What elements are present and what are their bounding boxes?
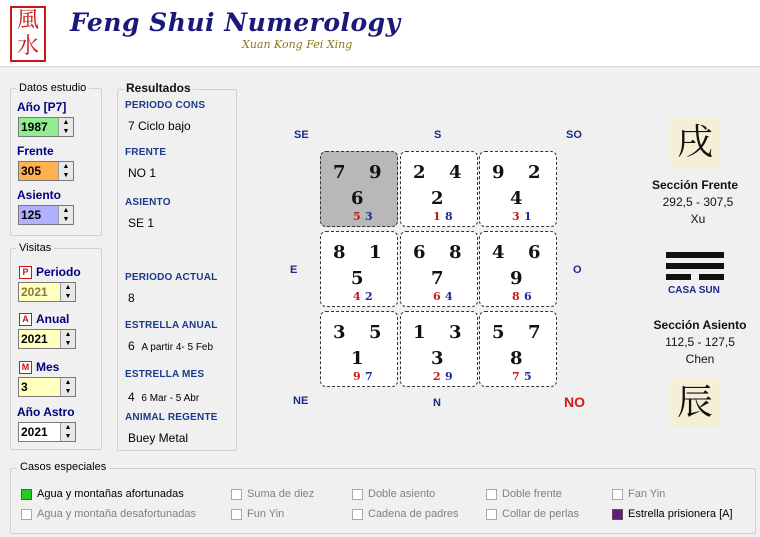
- spin-up-icon[interactable]: ▲: [64, 424, 72, 431]
- caso-label: Doble asiento: [368, 488, 436, 500]
- mes-spinner[interactable]: [18, 377, 76, 397]
- caso-label: Collar de perlas: [502, 508, 580, 520]
- dir-so: SO: [566, 129, 582, 141]
- asiento-spinner[interactable]: [18, 205, 74, 225]
- annual-star: 9: [353, 370, 361, 383]
- anual-value: 2021: [21, 332, 48, 346]
- caso-checkbox[interactable]: [352, 488, 435, 500]
- caso-checkbox[interactable]: [612, 508, 733, 520]
- annual-star: 5: [353, 210, 361, 223]
- frente-result: NO 1: [128, 166, 157, 180]
- app-header: [0, 0, 760, 67]
- monthly-star: 2: [365, 290, 373, 303]
- logo-char-1: 風: [16, 8, 39, 33]
- dir-no-facing: NO: [564, 394, 585, 410]
- asiento-section-title: Sección Asiento: [653, 318, 747, 332]
- ano-spinner[interactable]: [18, 117, 74, 137]
- casos-especiales-group: [10, 468, 756, 534]
- mountain-star: 6: [413, 242, 426, 263]
- monthly-star: 1: [524, 210, 532, 223]
- casos-especiales-title: Casos especiales: [17, 461, 109, 473]
- trigram-label: CASA SUN: [668, 285, 720, 296]
- palace-cell: [320, 311, 398, 387]
- asiento-section-glyph: 辰: [670, 378, 720, 428]
- ano-value: 1987: [21, 120, 48, 134]
- periodo-spinner[interactable]: [18, 282, 76, 302]
- monthly-star: 7: [365, 370, 373, 383]
- caso-checkbox[interactable]: [21, 488, 184, 500]
- caso-label: Suma de diez: [247, 488, 315, 500]
- frente-section-name: Xu: [690, 212, 706, 226]
- periodo-spin-buttons[interactable]: [60, 283, 75, 301]
- spin-up-icon[interactable]: ▲: [62, 207, 70, 214]
- animal-heading: ANIMAL REGENTE: [125, 412, 218, 423]
- base-star: 8: [510, 348, 523, 369]
- mes-value: 3: [21, 380, 28, 394]
- asiento-value: 125: [21, 208, 42, 222]
- checkbox-empty-icon[interactable]: [486, 509, 497, 520]
- dir-o: O: [573, 264, 582, 276]
- caso-checkbox[interactable]: [486, 488, 562, 500]
- base-star: 2: [431, 188, 444, 209]
- base-star: 4: [510, 188, 523, 209]
- estrella-mes-value: [128, 390, 199, 404]
- mountain-star: 5: [492, 322, 505, 343]
- spin-down-icon[interactable]: ▼: [62, 128, 70, 135]
- caso-checkbox[interactable]: [231, 488, 314, 500]
- caso-label: Fan Yin: [628, 488, 666, 500]
- checkbox-empty-icon[interactable]: [486, 489, 497, 500]
- asiento-heading: ASIENTO: [125, 197, 171, 208]
- caso-label: Estrella prisionera [A]: [628, 508, 733, 520]
- dir-e: E: [290, 264, 298, 276]
- caso-checkbox[interactable]: [352, 508, 459, 520]
- app-subtitle: Xuan Kong Fei Xing: [242, 38, 353, 51]
- water-star: 6: [528, 242, 541, 263]
- spin-up-icon[interactable]: ▲: [62, 163, 70, 170]
- frente-section-title: Sección Frente: [651, 178, 739, 192]
- annual-star: 7: [512, 370, 520, 383]
- palace-cell: [400, 311, 478, 387]
- datos-estudio-title: Datos estudio: [16, 82, 89, 94]
- water-star: 9: [369, 162, 382, 183]
- mountain-star: 9: [492, 162, 505, 183]
- estrella-anual-number: 6: [128, 339, 135, 353]
- frente-section-range: 292,5 - 307,5: [662, 195, 734, 209]
- ano-label: Año [P7]: [17, 100, 67, 114]
- spin-up-icon[interactable]: ▲: [64, 379, 72, 386]
- estrella-mes-heading: ESTRELLA MES: [125, 369, 205, 380]
- dir-se: SE: [294, 129, 309, 141]
- periodo-cons-heading: PERIODO CONS: [125, 100, 206, 111]
- ano-astro-label: Año Astro: [17, 405, 75, 419]
- annual-star: 2: [433, 370, 441, 383]
- monthly-star: 6: [524, 290, 532, 303]
- logo-char-2: 水: [16, 34, 39, 59]
- caso-checkbox[interactable]: [612, 488, 665, 500]
- mountain-star: 3: [333, 322, 346, 343]
- mountain-star: 2: [413, 162, 426, 183]
- caso-checkbox[interactable]: [231, 508, 284, 520]
- periodo-actual-heading: PERIODO ACTUAL: [125, 272, 218, 283]
- caso-label: Agua y montaña desafortunadas: [37, 508, 197, 520]
- resultados-title: Resultados: [126, 81, 191, 95]
- ano-astro-spin-buttons[interactable]: [60, 423, 75, 441]
- frente-section-glyph: 戌: [670, 118, 720, 168]
- palace-cell: [400, 151, 478, 227]
- periodo-value: 2021: [21, 285, 48, 299]
- asiento-section-range: 112,5 - 127,5: [665, 335, 735, 349]
- caso-checkbox[interactable]: [21, 508, 196, 520]
- periodo-cons-value: 7 Ciclo bajo: [128, 119, 191, 133]
- app-title: Feng Shui Numerology: [70, 8, 401, 37]
- annual-star: 6: [433, 290, 441, 303]
- estrella-anual-value: [128, 339, 213, 353]
- water-star: 4: [449, 162, 462, 183]
- asiento-label: Asiento: [17, 188, 62, 202]
- annual-star: 3: [512, 210, 520, 223]
- annual-star: 8: [512, 290, 520, 303]
- trigram-sun-icon: [666, 252, 724, 282]
- spin-down-icon[interactable]: ▼: [64, 340, 72, 347]
- dir-s: S: [434, 129, 442, 141]
- palace-cell: [479, 311, 557, 387]
- spin-up-icon[interactable]: ▲: [64, 284, 72, 291]
- estrella-mes-note: 6 Mar - 5 Abr: [141, 393, 200, 404]
- monthly-star: 5: [524, 370, 532, 383]
- dir-ne: NE: [293, 395, 309, 407]
- ano-astro-value: 2021: [21, 425, 48, 439]
- checkbox-empty-icon[interactable]: [231, 489, 242, 500]
- water-star: 1: [369, 242, 382, 263]
- spin-down-icon[interactable]: ▼: [64, 388, 72, 395]
- spin-down-icon[interactable]: ▼: [62, 172, 70, 179]
- palace-cell: [320, 151, 398, 227]
- mountain-star: 1: [413, 322, 426, 343]
- palace-cell: [320, 231, 398, 307]
- mes-spin-buttons[interactable]: [60, 378, 75, 396]
- asiento-section-name: Chen: [685, 352, 715, 366]
- spin-down-icon[interactable]: ▼: [64, 293, 72, 300]
- spin-up-icon[interactable]: ▲: [64, 331, 72, 338]
- checkbox-checked-icon[interactable]: [21, 489, 32, 500]
- anual-spin-buttons[interactable]: [60, 330, 75, 348]
- annual-star: 1: [433, 210, 441, 223]
- estrella-anual-heading: ESTRELLA ANUAL: [125, 320, 218, 331]
- water-star: 2: [528, 162, 541, 183]
- monthly-star: 4: [445, 290, 453, 303]
- base-star: 9: [510, 268, 523, 289]
- estrella-mes-number: 4: [128, 390, 135, 404]
- monthly-star: 8: [445, 210, 453, 223]
- water-star: 3: [449, 322, 462, 343]
- visitas-title: Visitas: [16, 242, 54, 254]
- water-star: 5: [369, 322, 382, 343]
- periodo-actual-value: 8: [128, 291, 135, 305]
- ano-spin-buttons[interactable]: [58, 118, 73, 136]
- mountain-star: 7: [333, 162, 346, 183]
- checkbox-empty-icon[interactable]: [231, 509, 242, 520]
- base-star: 1: [351, 348, 364, 369]
- base-star: 3: [431, 348, 444, 369]
- annual-star: 4: [353, 290, 361, 303]
- asiento-spin-buttons[interactable]: [58, 206, 73, 224]
- water-star: 8: [449, 242, 462, 263]
- periodo-label: Periodo: [36, 265, 81, 279]
- checkbox-empty-icon[interactable]: [21, 509, 32, 520]
- asiento-result: SE 1: [128, 216, 155, 230]
- water-star: 7: [528, 322, 541, 343]
- frente-heading: FRENTE: [125, 147, 167, 158]
- palace-cell: [479, 151, 557, 227]
- base-star: 6: [351, 188, 364, 209]
- periodo-icon: P: [19, 266, 32, 279]
- base-star: 7: [431, 268, 444, 289]
- mes-icon: M: [19, 361, 32, 374]
- estrella-anual-note: A partir 4- 5 Feb: [141, 342, 214, 353]
- frente-value: 305: [21, 164, 42, 178]
- caso-label: Cadena de padres: [368, 508, 459, 520]
- monthly-star: 3: [365, 210, 373, 223]
- checkbox-empty-icon[interactable]: [612, 489, 623, 500]
- monthly-star: 9: [445, 370, 453, 383]
- animal-value: Buey Metal: [128, 431, 189, 445]
- checkbox-checked-icon[interactable]: [612, 509, 623, 520]
- palace-cell: [400, 231, 478, 307]
- spin-down-icon[interactable]: ▼: [62, 216, 70, 223]
- dir-n: N: [433, 397, 441, 409]
- caso-label: Agua y montañas afortunadas: [37, 488, 184, 500]
- checkbox-empty-icon[interactable]: [352, 489, 363, 500]
- frente-label: Frente: [17, 144, 54, 158]
- ano-astro-spinner[interactable]: [18, 422, 76, 442]
- frente-spinner[interactable]: [18, 161, 74, 181]
- anual-label: Anual: [36, 312, 70, 326]
- mes-label: Mes: [36, 360, 60, 374]
- caso-label: Fun Yin: [247, 508, 285, 520]
- mountain-star: 8: [333, 242, 346, 263]
- checkbox-empty-icon[interactable]: [352, 509, 363, 520]
- caso-checkbox[interactable]: [486, 508, 579, 520]
- mountain-star: 4: [492, 242, 505, 263]
- anual-spinner[interactable]: [18, 329, 76, 349]
- anual-icon: A: [19, 313, 32, 326]
- frente-spin-buttons[interactable]: [58, 162, 73, 180]
- caso-label: Doble frente: [502, 488, 562, 500]
- spin-down-icon[interactable]: ▼: [64, 433, 72, 440]
- palace-cell: [479, 231, 557, 307]
- spin-up-icon[interactable]: ▲: [62, 119, 70, 126]
- base-star: 5: [351, 268, 364, 289]
- logo-seal: [10, 6, 46, 62]
